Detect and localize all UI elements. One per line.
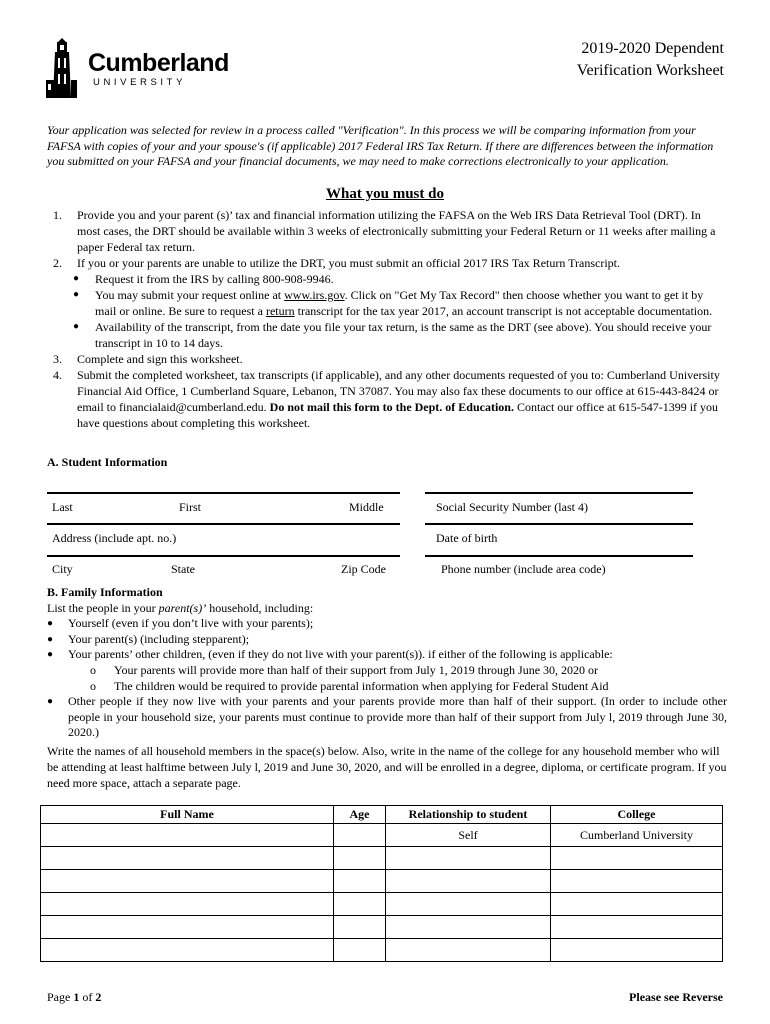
table-row [41,893,723,916]
family-item [47,616,727,632]
title-line-2: Verification Worksheet [576,62,724,79]
section-heading-family: B. Family Information [47,585,163,599]
cell-age[interactable] [334,939,386,962]
label-zip: Zip Code [341,562,386,576]
cell-age[interactable] [334,893,386,916]
step-number: 1. [53,208,62,222]
cell-age[interactable] [334,847,386,870]
family-item-text: Other people if they now live with your parents and your parents provide more than half of their support. (In order to include other people in your household size, your parents must continue to provide more than half of their support from July l, 2019 through June 30, 2020.) [68,694,727,740]
name-input-line[interactable] [47,492,400,494]
step-text [77,367,727,431]
cumberland-logo [44,38,229,100]
label-city: City [52,562,73,576]
table-row [41,870,723,893]
column-header-age: Age [334,806,386,824]
bullet-text: Availability of the transcript, from the date you file your tax return, is the same as the DRT (see above). You should receive your transcript in 10 to 14 days. [95,320,712,350]
circle-bullet-icon: o [90,678,96,693]
intro-paragraph: Your application was selected for review in a process called "Verification". In this process we will be comparing information from your FAFSA with copies of your and your spouse's (if applicable) 2017 Federal IRS Tax Return. If there are differences between the information you submitted on your FAFSA and your financial documents, we may need to make corrections electronically to your application. [47,123,714,169]
document-title [577,38,724,82]
city-input-line[interactable] [47,555,400,557]
text-span-italic: parent(s)’ [158,600,207,615]
cell-college[interactable] [551,939,723,962]
label-state: State [171,562,195,576]
text-span: Page [47,990,74,1004]
cell-full-name[interactable] [41,870,334,893]
see-reverse-note: Please see Reverse [629,990,723,1004]
phone-input-line[interactable] [425,555,693,557]
label-ssn: Social Security Number (last 4) [436,500,588,514]
bullet-item [73,271,727,287]
table-row [41,824,723,847]
text-span-bold: Do not mail this form to the Dept. of Education. [269,400,514,414]
step-text: If you or your parents are unable to utilize the DRT, you must submit an official 2017 IRS Tax Return Transcript. [77,256,621,270]
logo-sub: UNIVERSITY [93,77,187,88]
label-phone: Phone number (include area code) [441,562,606,576]
bullet-item [73,287,727,319]
bullet-icon: ● [73,321,80,332]
page-number [47,990,101,1005]
family-subitem [90,679,727,695]
column-header-full-name: Full Name [41,806,334,824]
step-3 [53,351,727,367]
cell-age[interactable] [334,916,386,939]
bullet-item [73,319,727,351]
family-intro [47,601,727,617]
cell-relationship[interactable] [386,893,551,916]
family-subitem-text: The children would be required to provide parental information when applying for Federal Student Aid [114,678,609,693]
step-text: Complete and sign this worksheet. [77,352,243,366]
cell-full-name[interactable] [41,939,334,962]
transcript-bullets [53,271,727,351]
irs-link[interactable]: www.irs.gov [284,288,345,302]
label-dob: Date of birth [436,531,498,545]
bullet-icon: ● [47,696,54,708]
household-table [40,805,723,962]
family-information [47,585,727,741]
household-instructions: Write the names of all household members in the space(s) below. Also, write in the name of the college for any household member who will be attending at least halftime between July l, 2019 and June 30, 2020, and will be enrolled in a degree, diploma, or certificate program. If you need more space, attach a separate page. [47,744,727,790]
cell-relationship[interactable] [386,939,551,962]
cell-college[interactable] [551,847,723,870]
text-span: . Click on "Get My Tax Record" then choose whether you want to get it by mail or online. Be sure to request a [95,288,704,318]
family-item [47,632,727,648]
column-header-relationship: Relationship to student [386,806,551,824]
bullet-icon: ● [73,273,80,284]
steps-list [53,207,727,431]
text-span: of [79,990,96,1004]
step-number: 2. [53,256,62,270]
step-2 [53,255,727,271]
cell-full-name[interactable] [41,893,334,916]
family-item [47,694,727,741]
label-middle: Middle [349,500,384,514]
family-item [47,647,727,663]
total-pages: 2 [95,990,102,1004]
title-line-1: 2019-2020 Dependent [581,40,724,57]
step-4 [53,367,727,431]
bullet-text: Request it from the IRS by calling 800-908-9946. [95,272,334,286]
step-1 [53,207,727,255]
family-item-text: Your parent(s) (including stepparent); [68,631,250,646]
text-span: You may submit your request online at [95,288,285,302]
label-last: Last [52,500,73,514]
cell-college[interactable] [551,870,723,893]
text-span: transcript for the tax year 2017, an account transcript is not acceptable documentation. [294,304,713,318]
bullet-text [95,287,727,319]
cell-relationship[interactable]: Self [386,824,551,847]
step-text: Provide you and your parent (s)’ tax and financial information utilizing the FAFSA on the Web IRS Data Retrieval Tool (DRT). In most cases, the DRT should be available within 3 weeks of electronically submitting your Federal Return or 11 weeks after mailing a paper Federal tax return. [77,208,716,254]
ssn-input-line[interactable] [425,492,693,494]
family-item-text: Your parents’ other children, (even if they do not live with your parent(s)). if either of the following is applicable: [68,647,613,662]
table-row [41,939,723,962]
bullet-icon: ● [47,618,54,630]
cell-relationship[interactable] [386,870,551,893]
address-input-line[interactable] [47,523,400,525]
step-number: 3. [53,352,62,366]
family-subitem-text: Your parents will provide more than half of their support from July 1, 2019 through June 30, 2020 or [114,662,599,677]
step-number: 4. [53,368,62,382]
cell-full-name[interactable] [41,824,334,847]
cell-full-name[interactable] [41,916,334,939]
cell-relationship[interactable] [386,916,551,939]
text-span: Submit the completed worksheet, tax transcripts (if applicable), and any other documents requested of you to: Cumberland University Financial Aid Office, 1 Cumberland Square, Lebanon, TN 37087. You may also fax these documents to our office at 615-443-8424 or email to financialaid@cumberland.edu. [77,368,720,414]
section-heading-student: A. Student Information [47,455,168,469]
text-span: List the people in your [47,600,159,615]
family-item-text: Yourself (even if you don’t live with your parents); [68,616,314,631]
table-header-row [41,806,723,824]
cell-full-name[interactable] [41,847,334,870]
cell-college[interactable] [551,916,723,939]
label-address: Address (include apt. no.) [52,531,177,545]
label-first: First [179,500,202,514]
table-row [41,916,723,939]
cell-age[interactable] [334,824,386,847]
logo-name: Cumberland [88,49,229,77]
bullet-icon: ● [47,633,54,645]
circle-bullet-icon: o [90,662,96,677]
table-row [41,847,723,870]
dob-input-line[interactable] [425,523,693,525]
cell-college[interactable] [551,893,723,916]
cell-age[interactable] [334,870,386,893]
bullet-icon: ● [47,649,54,661]
current-page: 1 [73,990,80,1004]
section-title-must-do: What you must do [326,186,444,202]
text-span: household, including: [206,600,314,615]
text-span: Contact our office at 615-547-1399 if you have questions about completing this worksheet. [77,400,719,430]
cell-college[interactable]: Cumberland University [551,824,723,847]
cell-relationship[interactable] [386,847,551,870]
text-span-underlined: return [265,304,295,318]
bullet-icon: ● [73,289,80,300]
column-header-college: College [551,806,723,824]
family-subitem [90,663,727,679]
